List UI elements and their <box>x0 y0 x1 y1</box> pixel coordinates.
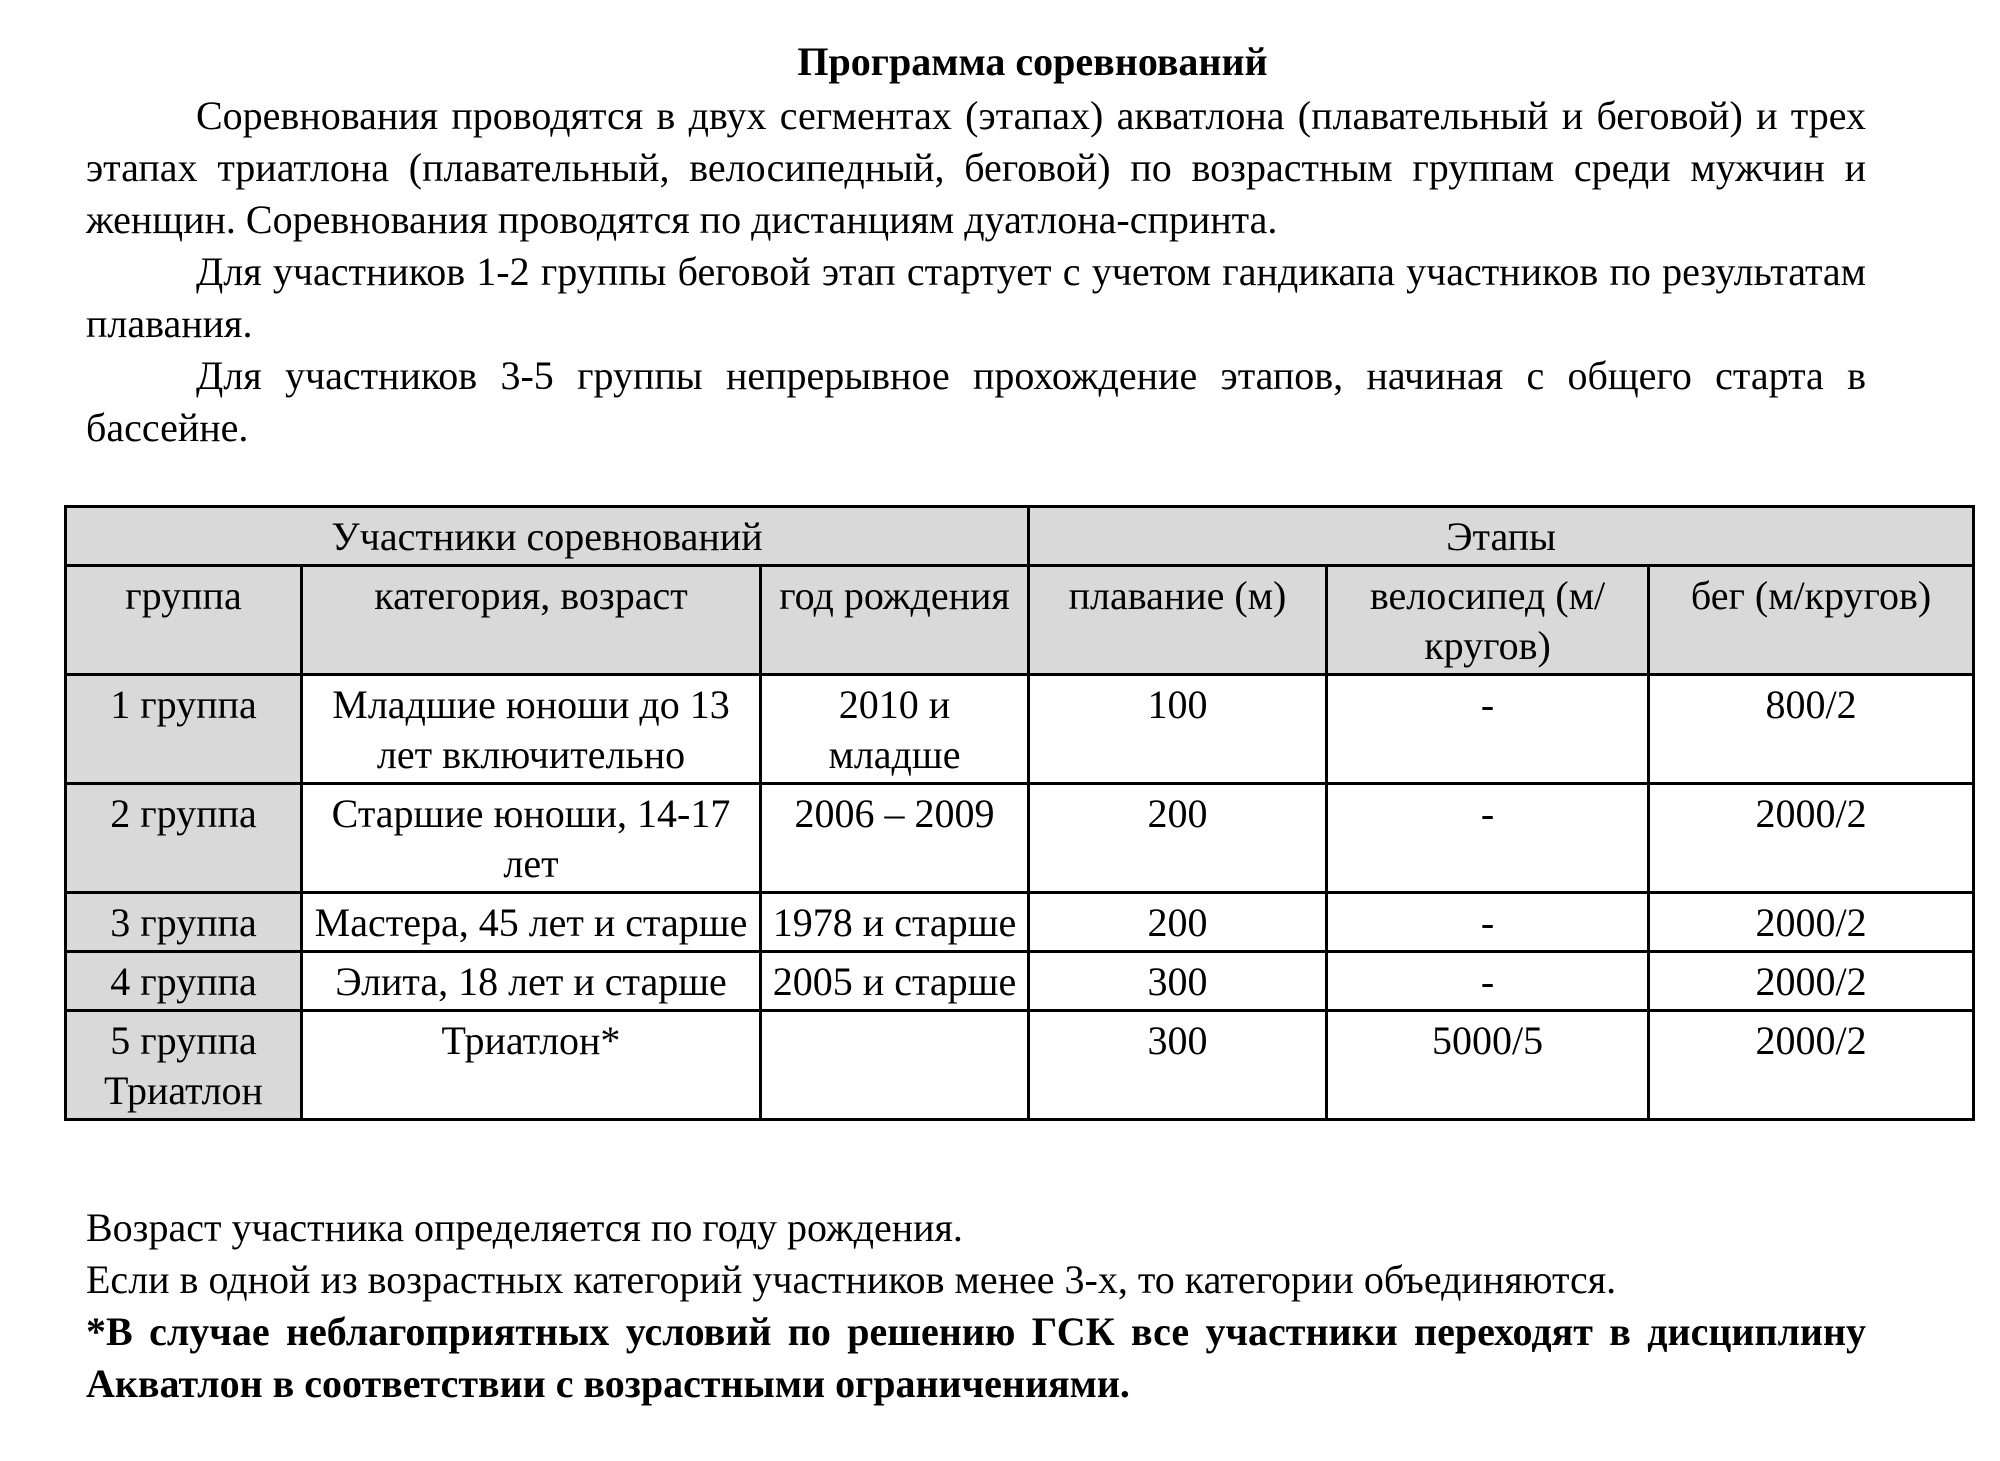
col-header-run: бег (м/кругов) <box>1649 566 1974 675</box>
cell-category: Мастера, 45 лет и старше <box>302 893 761 952</box>
cell-birth-year: 2005 и старше <box>761 952 1029 1011</box>
table-row <box>66 784 1974 893</box>
stages-group-header: Этапы <box>1029 507 1974 566</box>
table-header-row <box>66 566 1974 675</box>
footnote-weather: *В случае неблагоприятных условий по решению ГСК все участники переходят в дисциплину Акватлон в соответствии с возрастными ограничениями. <box>86 1309 1866 1406</box>
cell-swim: 300 <box>1029 952 1327 1011</box>
cell-group: 1 группа <box>66 675 302 784</box>
cell-birth-year <box>761 1011 1029 1120</box>
cell-bike: - <box>1327 675 1649 784</box>
cell-birth-year: 1978 и старше <box>761 893 1029 952</box>
note-age-rule: Возраст участника определяется по году рождения. <box>86 1205 963 1250</box>
cell-group: 3 группа <box>66 893 302 952</box>
col-header-group: группа <box>66 566 302 675</box>
cell-run: 2000/2 <box>1649 1011 1974 1120</box>
competition-table <box>64 505 1975 1121</box>
table-group-header-row <box>66 507 1974 566</box>
table-row <box>66 893 1974 952</box>
cell-bike: - <box>1327 952 1649 1011</box>
paragraph-segments: Соревнования проводятся в двух сегментах (этапах) акватлона (плавательный и беговой) и трех этапах триатлона (плавательный, велосипедный, беговой) по возрастным группам среди мужчин и женщин. Соревнования проводятся по дистанциям дуатлона-спринта. <box>86 93 1866 242</box>
cell-bike: 5000/5 <box>1327 1011 1649 1120</box>
cell-bike: - <box>1327 893 1649 952</box>
cell-group: 4 группа <box>66 952 302 1011</box>
cell-swim: 200 <box>1029 893 1327 952</box>
col-header-birth-year: год рождения <box>761 566 1029 675</box>
cell-swim: 100 <box>1029 675 1327 784</box>
table-row <box>66 952 1974 1011</box>
cell-birth-year: 2010 и младше <box>761 675 1029 784</box>
table-row <box>66 1011 1974 1120</box>
paragraph-handicap: Для участников 1-2 группы беговой этап стартует с учетом гандикапа участников по результатам плавания. <box>86 249 1866 346</box>
notes <box>86 1202 1866 1410</box>
col-header-swim: плавание (м) <box>1029 566 1327 675</box>
cell-category: Младшие юноши до 13 лет включительно <box>302 675 761 784</box>
cell-group: 5 группа Триатлон <box>66 1011 302 1120</box>
intro-text <box>86 90 1866 454</box>
col-header-category: категория, возраст <box>302 566 761 675</box>
cell-run: 2000/2 <box>1649 893 1974 952</box>
cell-swim: 300 <box>1029 1011 1327 1120</box>
col-header-bike: велосипед (м/кругов) <box>1327 566 1649 675</box>
note-merge-rule: Если в одной из возрастных категорий участников менее 3-х, то категории объединяются. <box>86 1257 1617 1302</box>
cell-run: 800/2 <box>1649 675 1974 784</box>
cell-category: Элита, 18 лет и старше <box>302 952 761 1011</box>
cell-birth-year: 2006 – 2009 <box>761 784 1029 893</box>
cell-category: Триатлон* <box>302 1011 761 1120</box>
participants-group-header: Участники соревнований <box>66 507 1029 566</box>
cell-group: 2 группа <box>66 784 302 893</box>
cell-category: Старшие юноши, 14-17 лет <box>302 784 761 893</box>
cell-run: 2000/2 <box>1649 952 1974 1011</box>
table-row <box>66 675 1974 784</box>
cell-bike: - <box>1327 784 1649 893</box>
cell-run: 2000/2 <box>1649 784 1974 893</box>
document-title: Программа соревнований <box>797 39 1268 84</box>
paragraph-continuous: Для участников 3-5 группы непрерывное прохождение этапов, начиная с общего старта в бассейне. <box>86 353 1866 450</box>
cell-swim: 200 <box>1029 784 1327 893</box>
